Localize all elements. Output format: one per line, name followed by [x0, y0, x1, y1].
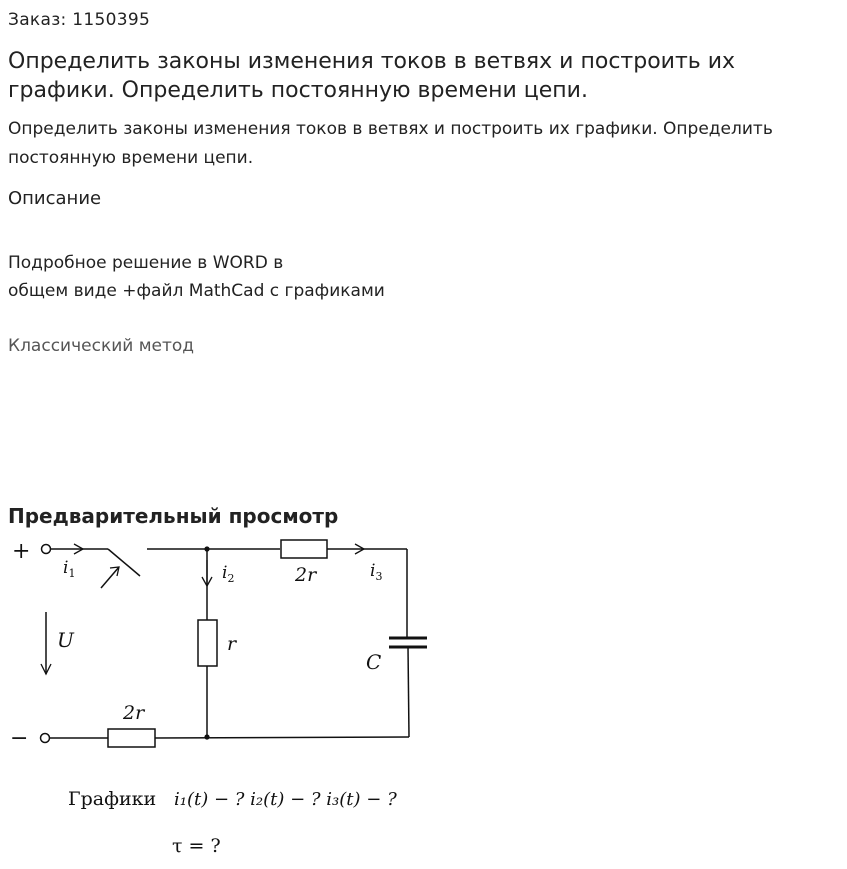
description-heading: Описание — [8, 188, 102, 209]
tau-expression: τ = ? — [172, 835, 221, 857]
capacitor-C-label: C — [366, 650, 382, 674]
resistor-r — [198, 620, 217, 666]
minus-label: − — [10, 726, 29, 751]
description-line: общем виде +файл MathCad с графиками — [8, 281, 385, 301]
plus-label: + — [12, 539, 31, 564]
resistor-r-label: r — [227, 633, 237, 655]
description-line: Подробное решение в WORD в — [8, 253, 284, 273]
current-i3-label: $i_3$ — [370, 561, 383, 583]
switch-blade — [108, 549, 140, 576]
graphs-expression: i₁(t) − ? i₂(t) − ? i₃(t) − ? — [174, 789, 397, 810]
node-bottom — [204, 734, 209, 739]
resistor-top-label: 2r — [295, 564, 317, 586]
current-i1-label: $i_1$ — [63, 558, 76, 580]
node-top — [204, 546, 209, 551]
voltage-U-label: U — [57, 628, 74, 652]
circuit-diagram — [0, 530, 440, 869]
description-body — [8, 249, 385, 305]
terminal-minus — [41, 734, 50, 743]
task-subtitle: Определить законы изменения токов в ветвях и построить их графики. Определить постоянную времени цепи. — [8, 119, 773, 168]
graphs-label: Графики — [68, 788, 157, 810]
page-title: Определить законы изменения токов в ветвях и построить их графики. Определить постоянную времени цепи. — [8, 49, 736, 103]
method-label: Классический метод — [8, 336, 195, 356]
preview-heading: Предварительный просмотр — [8, 504, 339, 528]
terminal-plus — [42, 545, 51, 554]
order-number: Заказ: 1150395 — [8, 10, 151, 30]
resistor-top-2r — [281, 540, 327, 558]
current-i2-label: $i_2$ — [222, 563, 235, 585]
resistor-bottom-label: 2r — [123, 702, 145, 724]
resistor-bottom-2r — [108, 729, 155, 747]
